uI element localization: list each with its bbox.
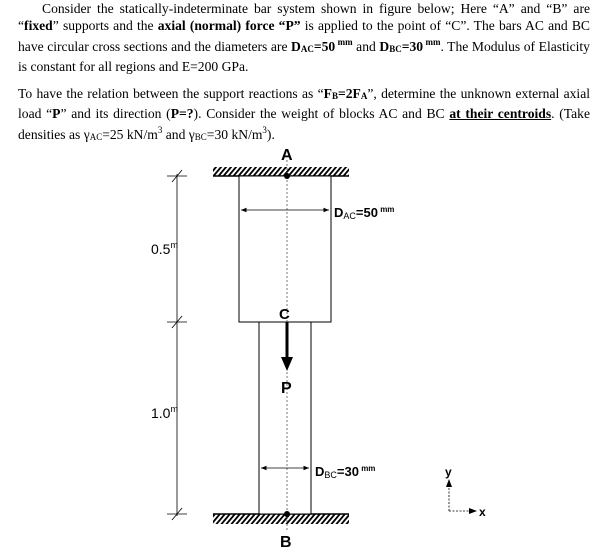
label-a: A	[281, 147, 293, 164]
bar-ac	[239, 176, 331, 322]
length-ac-label: 0.5$^m$	[151, 240, 178, 257]
axis-y-arrowhead	[446, 479, 452, 487]
bar-system-diagram	[0, 140, 611, 551]
problem-paragraph-2: To have the relation between the support reactions as “FB=2FA”, determine the unknown external axial load “P” and its direction (P=?). Consider the weight of blocks AC and BC at their centroids. (Take densities as γAC=25 $kN/m^3$ and γBC=30 $kN/m^3$).	[18, 86, 590, 142]
bar-bc	[259, 322, 311, 514]
support-b-hatch	[213, 514, 349, 524]
dim-bc-label: DBC=30 $^{mm}$	[315, 464, 376, 480]
length-bc-label: 1.0$^m$	[151, 404, 178, 421]
support-a-hatch	[213, 167, 349, 176]
label-p: P	[281, 380, 292, 397]
problem-paragraph-1: Consider the statically-indeterminate bar system shown in figure below; Here “A” and “B” are “fixed” supports and the axial (normal) force “P” is applied to the point of “C”. The bars AC and BC have circular cross sections and the diameters are DAC=50 $^{mm}$ and DBC=30 $^{mm}$. The Modulus of Elasticity is constant for all regions and E=200 GPa.	[18, 1, 590, 74]
label-b: B	[280, 534, 292, 551]
point-a-dot	[284, 173, 290, 179]
point-b-dot	[284, 511, 290, 517]
axis-y-label: y	[445, 465, 452, 479]
dim-ac-label: DAC=50 $^{mm}$	[334, 205, 395, 221]
axis-x-label: x	[479, 505, 486, 519]
axis-x-arrowhead	[469, 508, 477, 514]
label-c: C	[279, 306, 290, 323]
